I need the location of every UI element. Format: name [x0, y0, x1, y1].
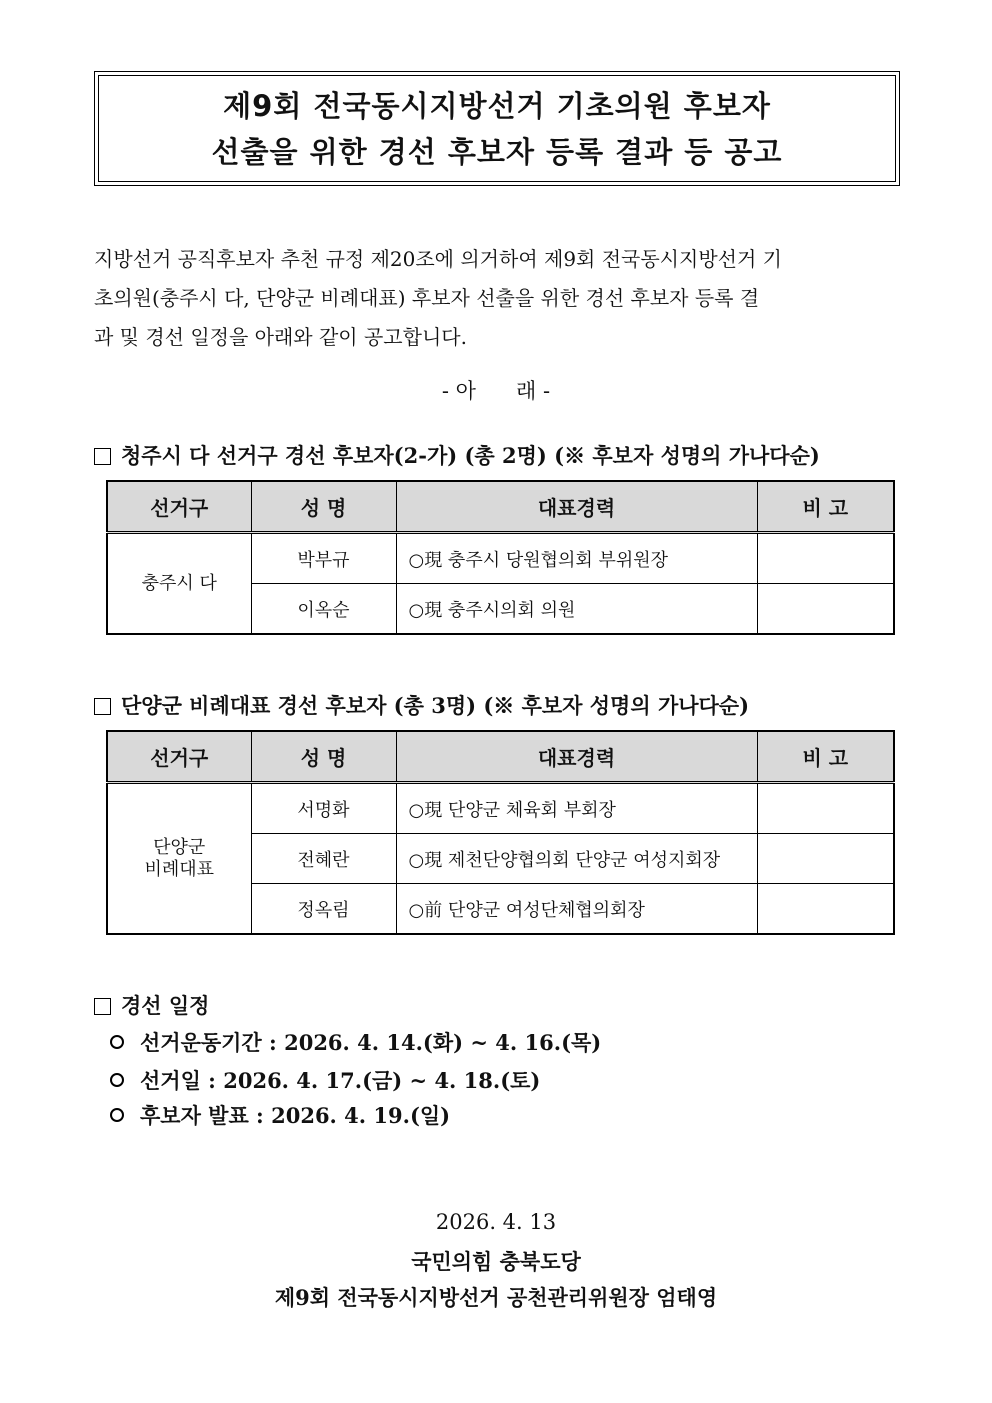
header-name: 성 명 — [251, 731, 396, 783]
circle-bullet-icon — [110, 1073, 124, 1087]
header-district: 선거구 — [107, 731, 251, 783]
circle-bullet-icon — [110, 1108, 124, 1122]
header-career: 대표경력 — [396, 731, 757, 783]
table-row — [107, 533, 894, 584]
schedule-item — [110, 1100, 450, 1130]
name-cell: 박부규 — [251, 533, 396, 584]
intro-line: 지방선거 공직후보자 추천 규정 제20조에 의거하여 제9회 전국동시지방선거 기 — [94, 247, 782, 271]
district-cell — [107, 783, 251, 935]
schedule-item — [110, 1027, 601, 1057]
checkbox-square-icon — [94, 998, 111, 1015]
schedule-item-text: 후보자 발표 : 2026. 4. 19.(일) — [140, 1103, 451, 1128]
schedule-heading — [94, 990, 209, 1020]
section1-table — [106, 480, 895, 635]
note-cell — [757, 783, 894, 834]
schedule-heading-text: 경선 일정 — [121, 993, 210, 1018]
section1-heading-text: 청주시 다 선거구 경선 후보자(2-가) (총 2명) (※ 후보자 성명의 가나다순) — [121, 443, 820, 468]
title-line-1: 제9회 전국동시지방선거 기초의원 후보자 — [223, 88, 771, 123]
title-line-2: 선출을 위한 경선 후보자 등록 결과 등 공고 — [211, 134, 783, 169]
title-box — [94, 71, 900, 186]
name-cell: 이옥순 — [251, 584, 396, 635]
career-cell: ○前 단양군 여성단체협의회장 — [396, 884, 757, 935]
schedule-item-text: 선거운동기간 : 2026. 4. 14.(화) ~ 4. 16.(목) — [140, 1030, 602, 1055]
intro-line: 초의원(충주시 다, 단양군 비례대표) 후보자 선출을 위한 경선 후보자 등록 결 — [94, 286, 760, 310]
table-header-row — [107, 731, 894, 783]
intro-line: 과 및 경선 일정을 아래와 같이 공고합니다. — [94, 325, 467, 349]
note-cell — [757, 834, 894, 884]
note-cell — [757, 584, 894, 635]
note-cell — [757, 884, 894, 935]
footer-signer: 제9회 전국동시지방선거 공천관리위원장 엄태영 — [274, 1285, 718, 1310]
schedule-item-text: 선거일 : 2026. 4. 17.(금) ~ 4. 18.(토) — [140, 1068, 541, 1093]
career-cell: ○現 충주시 당원협의회 부위원장 — [396, 533, 757, 584]
name-cell: 서명화 — [251, 783, 396, 834]
section2-table — [106, 730, 895, 935]
section-marker: - 아 래 - — [441, 379, 551, 403]
career-cell: ○現 단양군 체육회 부회장 — [396, 783, 757, 834]
career-cell: ○現 제천단양협의회 단양군 여성지회장 — [396, 834, 757, 884]
district-line: 비례대표 — [144, 858, 215, 880]
district-line: 단양군 — [153, 836, 206, 858]
district-cell: 충주시 다 — [107, 533, 251, 635]
section2-heading-text: 단양군 비례대표 경선 후보자 (총 3명) (※ 후보자 성명의 가나다순) — [121, 693, 750, 718]
title-inner — [98, 75, 896, 182]
header-name: 성 명 — [251, 481, 396, 533]
name-cell: 정옥림 — [251, 884, 396, 935]
header-note: 비 고 — [757, 731, 894, 783]
checkbox-square-icon — [94, 448, 111, 465]
section2-heading — [94, 690, 749, 720]
note-cell — [757, 533, 894, 584]
checkbox-square-icon — [94, 698, 111, 715]
circle-bullet-icon — [110, 1035, 124, 1049]
header-career: 대표경력 — [396, 481, 757, 533]
footer-org: 국민의힘 충북도당 — [411, 1249, 581, 1274]
section1-heading — [94, 440, 820, 470]
table-header-row — [107, 481, 894, 533]
header-note: 비 고 — [757, 481, 894, 533]
name-cell: 전혜란 — [251, 834, 396, 884]
table-row — [107, 783, 894, 834]
header-district: 선거구 — [107, 481, 251, 533]
footer-date: 2026. 4. 13 — [435, 1210, 557, 1234]
career-cell: ○現 충주시의회 의원 — [396, 584, 757, 635]
intro-paragraph — [94, 240, 900, 357]
schedule-item — [110, 1065, 540, 1095]
